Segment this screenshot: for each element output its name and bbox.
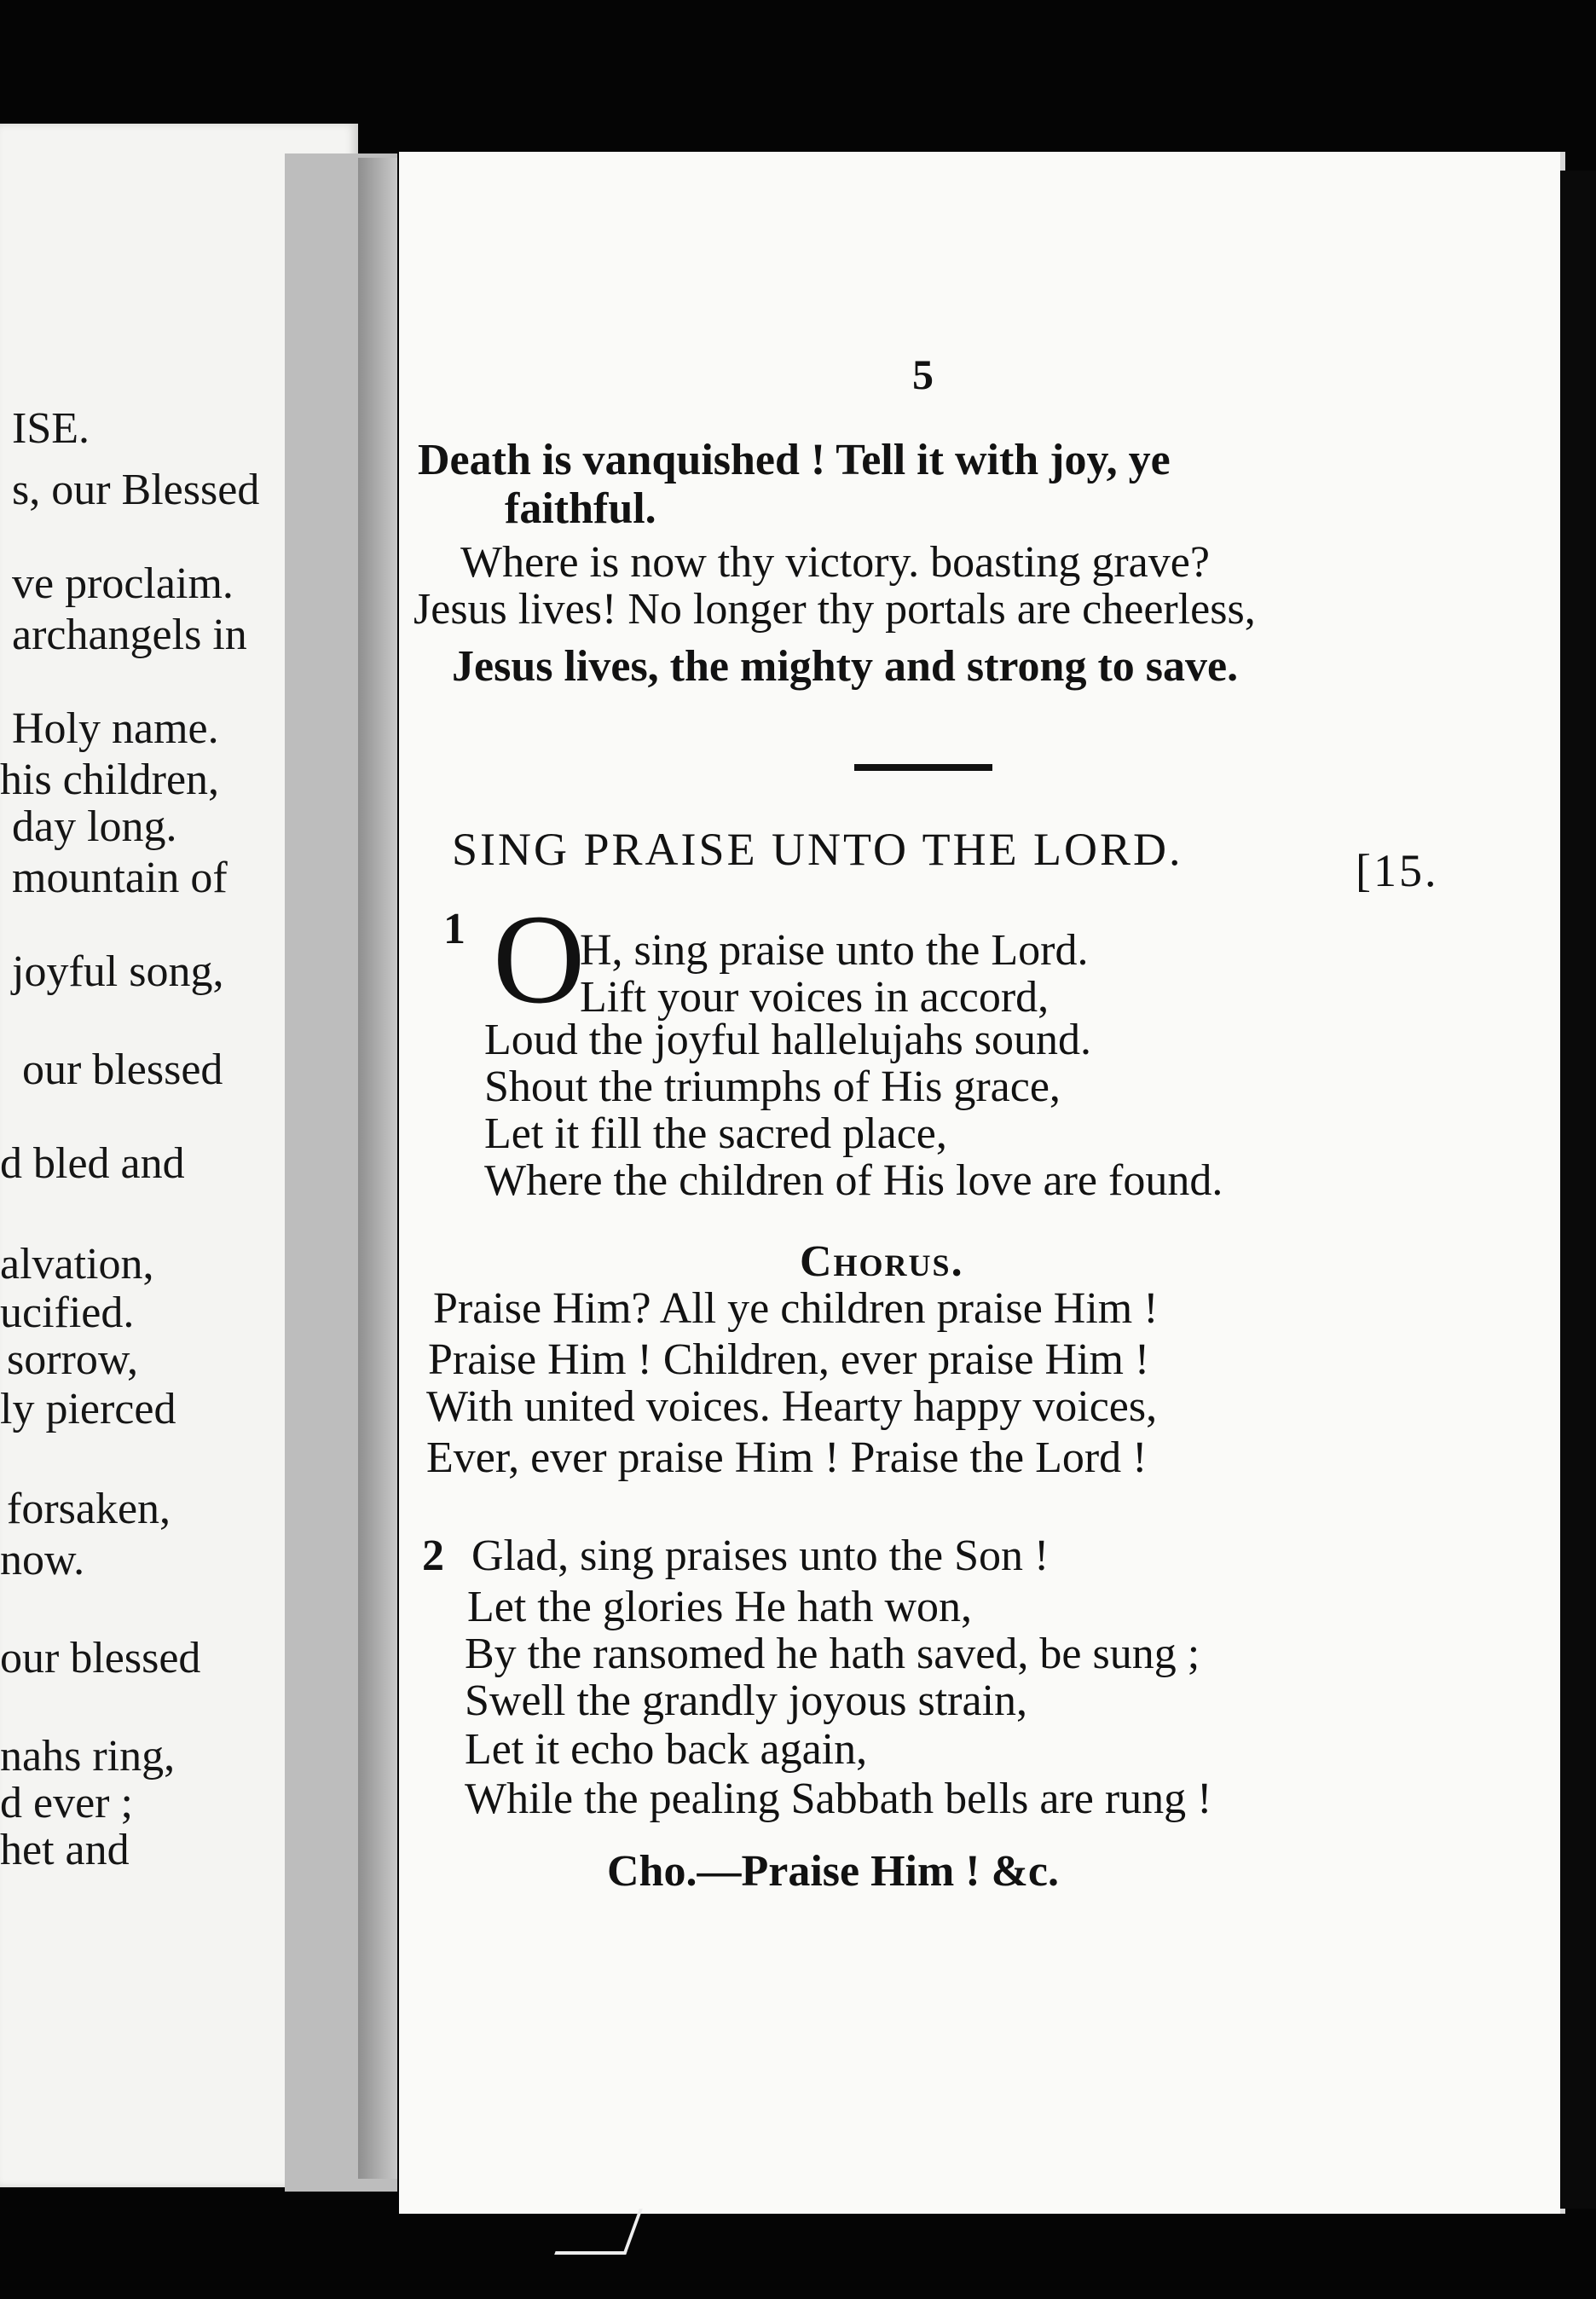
left-line: joyful song, [12, 947, 224, 996]
left-line: archangels in [12, 611, 247, 659]
left-line: nahs ring, [0, 1732, 176, 1781]
verse-line: Jesus lives, the mighty and strong to save. [452, 642, 1239, 691]
hymn-line: By the ransomed he hath saved, be sung ; [465, 1630, 1200, 1678]
chorus-line: Praise Him ! Children, ever praise Him ! [428, 1335, 1150, 1384]
verse-line: Where is now thy victory. boasting grave? [460, 538, 1210, 587]
drop-cap: O [493, 889, 586, 1030]
left-line: d ever ; [0, 1779, 133, 1827]
hymn-number: [15. [1356, 845, 1439, 896]
left-line: ve proclaim. [12, 559, 234, 608]
left-line: forsaken, [7, 1485, 171, 1533]
chorus-line: With united voices. Hearty happy voices, [426, 1382, 1158, 1431]
verse-number: 1 [443, 905, 466, 953]
left-line: sorrow, [7, 1335, 139, 1384]
left-line: our blessed [0, 1634, 201, 1682]
hymn-line: Let the glories He hath won, [467, 1583, 973, 1631]
left-line: our blessed [22, 1045, 223, 1094]
section-divider [854, 764, 992, 771]
scan-mark [554, 2209, 643, 2255]
hymn-line: Glad, sing praises unto the Son ! [471, 1532, 1050, 1580]
chorus-line: Praise Him? All ye children praise Him ! [433, 1284, 1159, 1333]
chorus-heading: Chorus. [800, 1237, 964, 1286]
verse-line: Jesus lives! No longer thy portals are cheerless, [413, 585, 1256, 634]
left-line: mountain of [12, 854, 228, 902]
hymn-line: Shout the triumphs of His grace, [484, 1063, 1061, 1111]
page-edge [1560, 171, 1596, 2209]
hymn-line: H, sing praise unto the Lord. [580, 926, 1089, 975]
hymn-line: Where the children of His love are found. [484, 1156, 1223, 1205]
left-line: Holy name. [12, 704, 219, 753]
hymn-line: Let it fill the sacred place, [484, 1109, 947, 1158]
left-line: s, our Blessed [12, 466, 260, 514]
left-line: d bled and [0, 1139, 185, 1188]
hymn-line: While the pealing Sabbath bells are rung ! [465, 1775, 1212, 1823]
verse-line: faithful. [505, 484, 656, 533]
chorus-line: Ever, ever praise Him ! Praise the Lord ! [426, 1433, 1148, 1482]
gutter-shadow [358, 158, 397, 2179]
chorus-reference: Cho.—Praise Him ! &c. [607, 1847, 1060, 1896]
left-line: ly pierced [0, 1385, 176, 1433]
left-line: alvation, [0, 1240, 154, 1288]
left-line: ucified. [0, 1288, 135, 1337]
left-line: ISE. [12, 404, 90, 453]
page-number: 5 [912, 350, 934, 398]
hymn-title: SING PRAISE UNTO THE LORD. [452, 824, 1183, 875]
hymn-line: Swell the grandly joyous strain, [465, 1676, 1028, 1725]
hymn-line: Loud the joyful hallelujahs sound. [484, 1016, 1092, 1064]
left-line: his children, [0, 756, 220, 804]
hymn-line: Lift your voices in accord, [580, 973, 1050, 1022]
left-line: het and [0, 1826, 130, 1874]
left-line: day long. [12, 802, 177, 851]
hymn-line: Let it echo back again, [465, 1725, 868, 1774]
verse-line: Death is vanquished ! Tell it with joy, ye [418, 436, 1171, 484]
verse-number: 2 [422, 1532, 444, 1580]
left-line: now. [0, 1536, 85, 1584]
